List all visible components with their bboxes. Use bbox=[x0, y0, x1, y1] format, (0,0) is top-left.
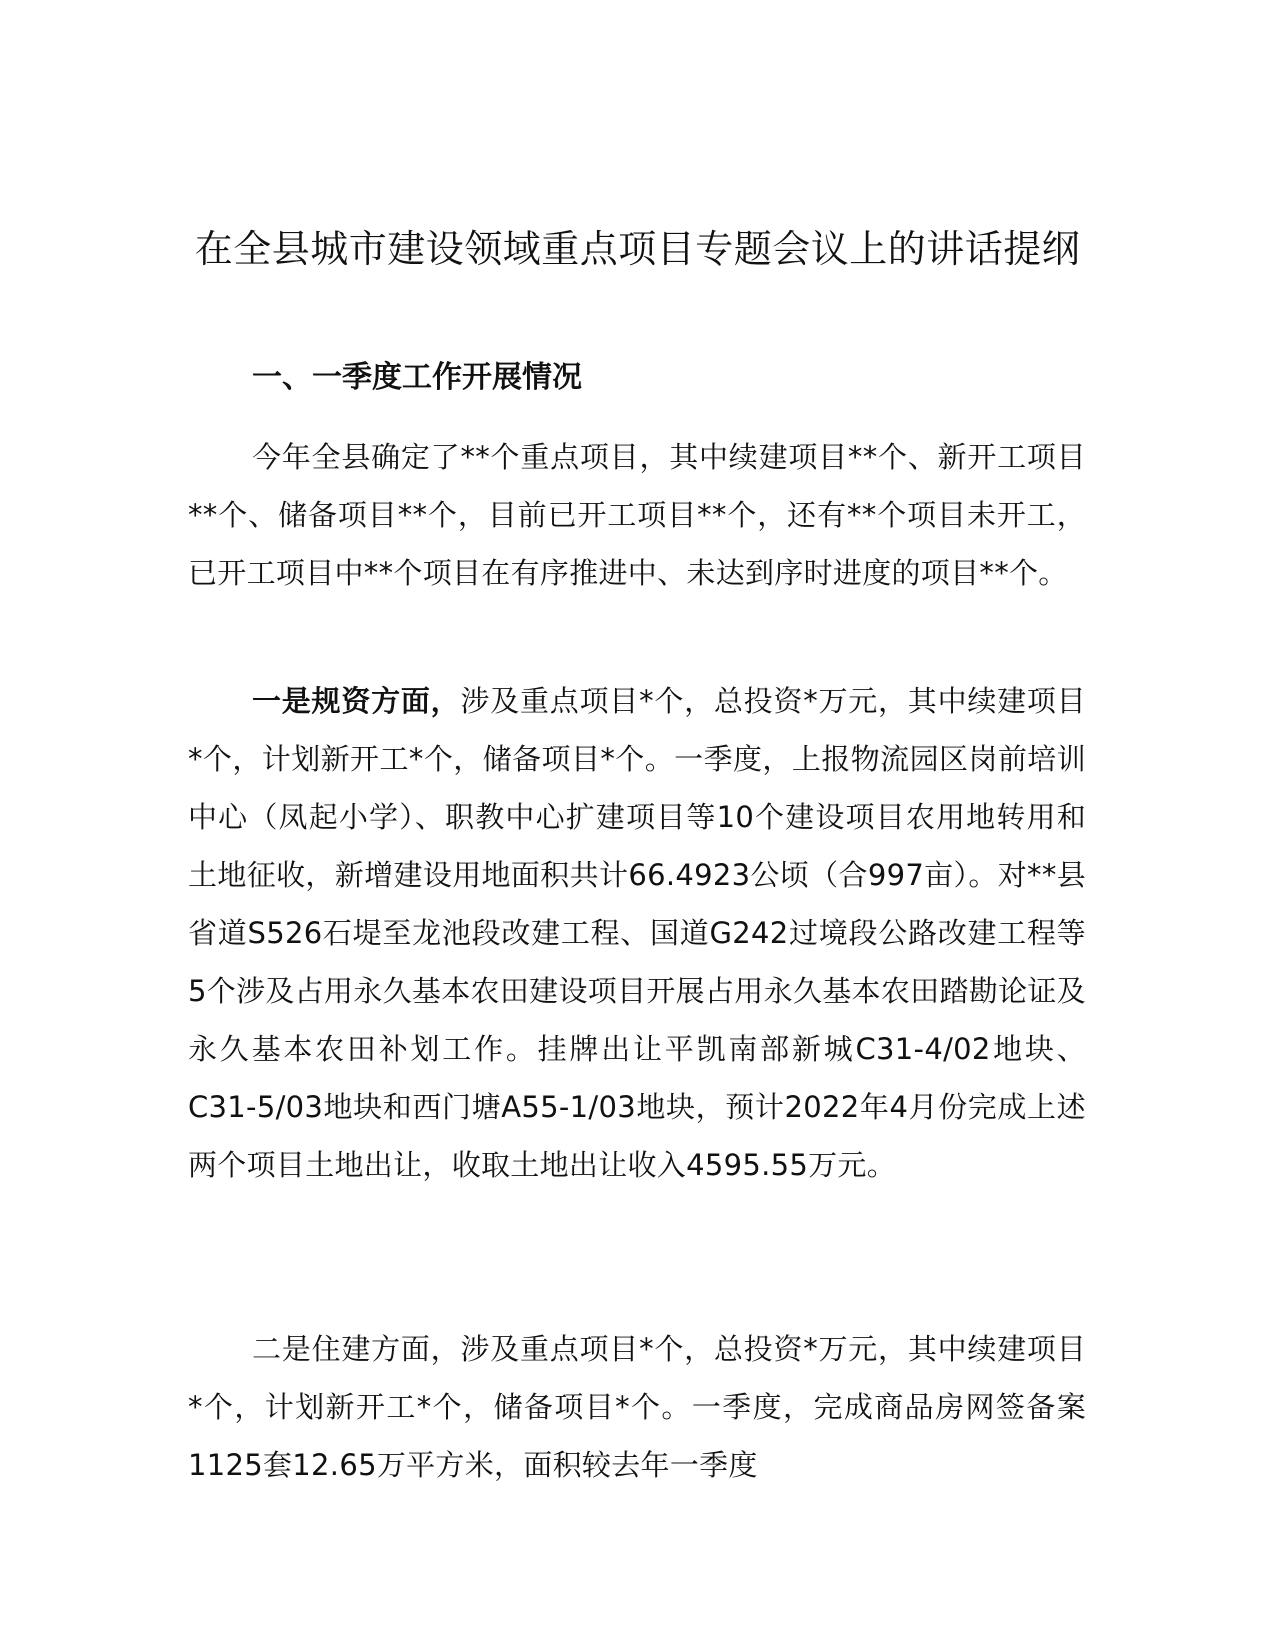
document-title: 在全县城市建设领域重点项目专题会议上的讲话提纲 bbox=[194, 227, 1081, 271]
paragraph-body: 涉及重点项目*个，总投资*万元，其中续建项目*个，计划新开工*个，储备项目*个。一季度，上报物流园区岗前培训中心（凤起小学）、职教中心扩建项目等10个建设项目农用地转用和土地征收，新增建设用地面积共计66.4923公顷（合997亩）。对**县省道S526石堤至龙池段改建工程、国道G242过境段公路改建工程等5个涉及占用永久基本农田建设项目开展占用永久基本农田踏勘论证及永久基本农田补划工作。挂牌出让平凯南部新城C31-4/02地块、C31-5/03地块和西门塘A55-1/03地块，预计2022年4月份完成上述两个项目土地出让，收取土地出让收入4595.55万元。 bbox=[188, 684, 1086, 1182]
paragraph-overview: 今年全县确定了**个重点项目，其中续建项目**个、新开工项目**个、储备项目**个，目前已开工项目**个，还有**个项目未开工，已开工项目中**个项目在有序推进中、未达到序时进度的项目**个。 bbox=[188, 440, 1086, 590]
paragraph-housing: 二是住建方面，涉及重点项目*个，总投资*万元，其中续建项目*个，计划新开工*个，储备项目*个。一季度，完成商品房网签备案1125套12.65万平方米，面积较去年一季度 bbox=[188, 1332, 1086, 1482]
section-heading: 一、一季度工作开展情况 bbox=[252, 360, 582, 395]
paragraph-lead: 一是规资方面， bbox=[252, 684, 461, 718]
paragraph-land-resources bbox=[188, 672, 1086, 1194]
